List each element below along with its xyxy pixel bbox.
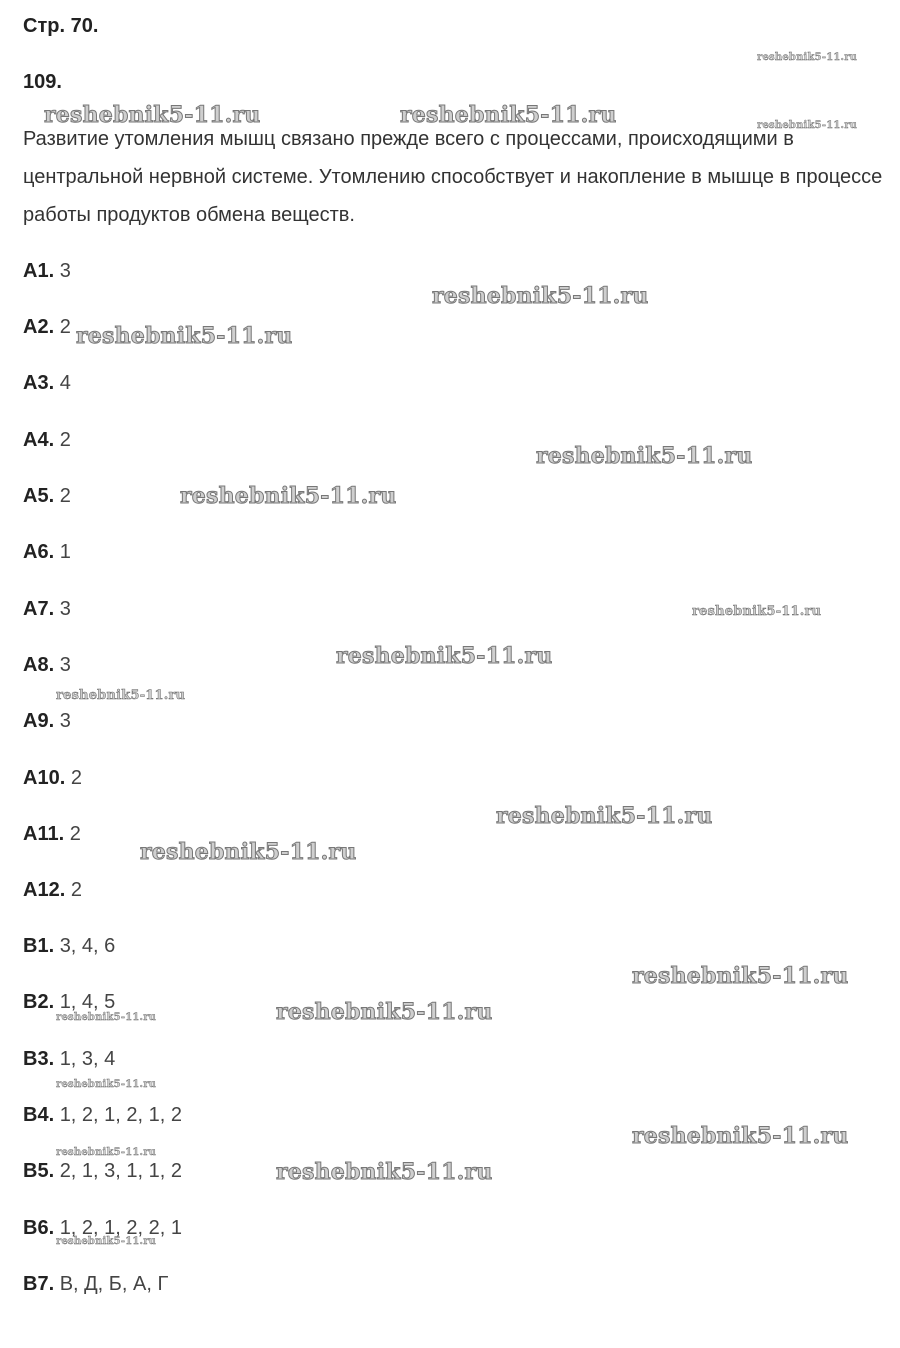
answer-value: 3, 4, 6 (59, 935, 116, 957)
answer-value: 4 (59, 372, 71, 394)
watermark: reshebnik5-11.ru (44, 102, 261, 128)
answer-key: В3. (23, 1048, 55, 1070)
answer-item (23, 540, 71, 564)
answer-value: 1, 2, 1, 2, 1, 2 (59, 1104, 182, 1126)
answer-key: А10. (23, 767, 66, 789)
watermark: reshebnik5-11.ru (757, 120, 858, 131)
answer-key: В5. (23, 1160, 55, 1182)
page-reference: Стр. 70. (23, 15, 99, 37)
answer-item (23, 878, 82, 902)
answer-key: В6. (23, 1217, 55, 1239)
watermark: reshebnik5-11.ru (692, 604, 822, 619)
answer-value: 1, 3, 4 (59, 1048, 116, 1070)
answer-item (23, 990, 115, 1014)
answer-key: А3. (23, 372, 55, 394)
answer-key: В1. (23, 935, 55, 957)
answer-key: А9. (23, 710, 55, 732)
answer-key: В2. (23, 991, 55, 1013)
answer-key: А6. (23, 541, 55, 563)
answer-key: А12. (23, 879, 66, 901)
watermark: reshebnik5-11.ru (56, 1147, 157, 1158)
answer-key: А8. (23, 654, 55, 676)
answer-value: 1, 2, 1, 2, 2, 1 (59, 1217, 182, 1239)
answer-value: 2 (70, 879, 82, 901)
watermark: reshebnik5-11.ru (56, 688, 186, 703)
answer-value: 1, 4, 5 (59, 991, 116, 1013)
answer-value: 2 (70, 767, 82, 789)
answer-value: 3 (59, 260, 71, 282)
watermark: reshebnik5-11.ru (757, 52, 858, 63)
watermark: reshebnik5-11.ru (496, 803, 713, 829)
intro-paragraph: Развитие утомления мышц связано прежде всего с процессами, происходящими в центральной нервной системе. Утомлению способствует и накопление в мышце в процессе работы продуктов обмена веществ. (23, 128, 883, 226)
answer-key: А11. (23, 823, 65, 845)
answer-value: 3 (59, 654, 71, 676)
watermark: reshebnik5-11.ru (76, 323, 293, 349)
watermark: reshebnik5-11.ru (432, 283, 649, 309)
answer-value: 2 (59, 485, 71, 507)
answer-item (23, 822, 81, 846)
answer-key: А1. (23, 260, 55, 282)
answer-value: 1 (59, 541, 71, 563)
answer-key: А4. (23, 429, 55, 451)
answer-item (23, 371, 71, 395)
answer-value: 3 (59, 710, 71, 732)
answer-item (23, 1216, 182, 1240)
answer-item (23, 484, 71, 508)
answer-key: А7. (23, 598, 55, 620)
watermark: reshebnik5-11.ru (56, 1079, 157, 1090)
answer-key: А2. (23, 316, 55, 338)
watermark: reshebnik5-11.ru (536, 443, 753, 469)
answer-item (23, 259, 71, 283)
watermark: reshebnik5-11.ru (140, 839, 357, 865)
answer-item (23, 1272, 168, 1296)
watermark: reshebnik5-11.ru (632, 1123, 849, 1149)
answer-key: В7. (23, 1273, 55, 1295)
answer-value: 2 (59, 316, 71, 338)
answer-item (23, 1103, 182, 1127)
watermark: reshebnik5-11.ru (56, 1012, 157, 1023)
answer-item (23, 597, 71, 621)
answer-item (23, 653, 71, 677)
answer-item (23, 934, 115, 958)
answer-item (23, 428, 71, 452)
answer-item (23, 766, 82, 790)
watermark: reshebnik5-11.ru (180, 483, 397, 509)
watermark: reshebnik5-11.ru (336, 643, 553, 669)
task-number: 109. (23, 71, 62, 93)
answer-value: 2 (69, 823, 81, 845)
watermark: reshebnik5-11.ru (276, 1159, 493, 1185)
answer-item (23, 1159, 182, 1183)
watermark: reshebnik5-11.ru (56, 1236, 157, 1247)
answer-value: В, Д, Б, А, Г (59, 1273, 169, 1295)
watermark: reshebnik5-11.ru (276, 999, 493, 1025)
answer-item (23, 1047, 115, 1071)
answer-value: 3 (59, 598, 71, 620)
answer-item (23, 315, 71, 339)
answer-value: 2, 1, 3, 1, 1, 2 (59, 1160, 182, 1182)
answer-key: В4. (23, 1104, 55, 1126)
watermark: reshebnik5-11.ru (400, 102, 617, 128)
answer-value: 2 (59, 429, 71, 451)
answer-item (23, 709, 71, 733)
answer-key: А5. (23, 485, 55, 507)
watermark: reshebnik5-11.ru (632, 963, 849, 989)
